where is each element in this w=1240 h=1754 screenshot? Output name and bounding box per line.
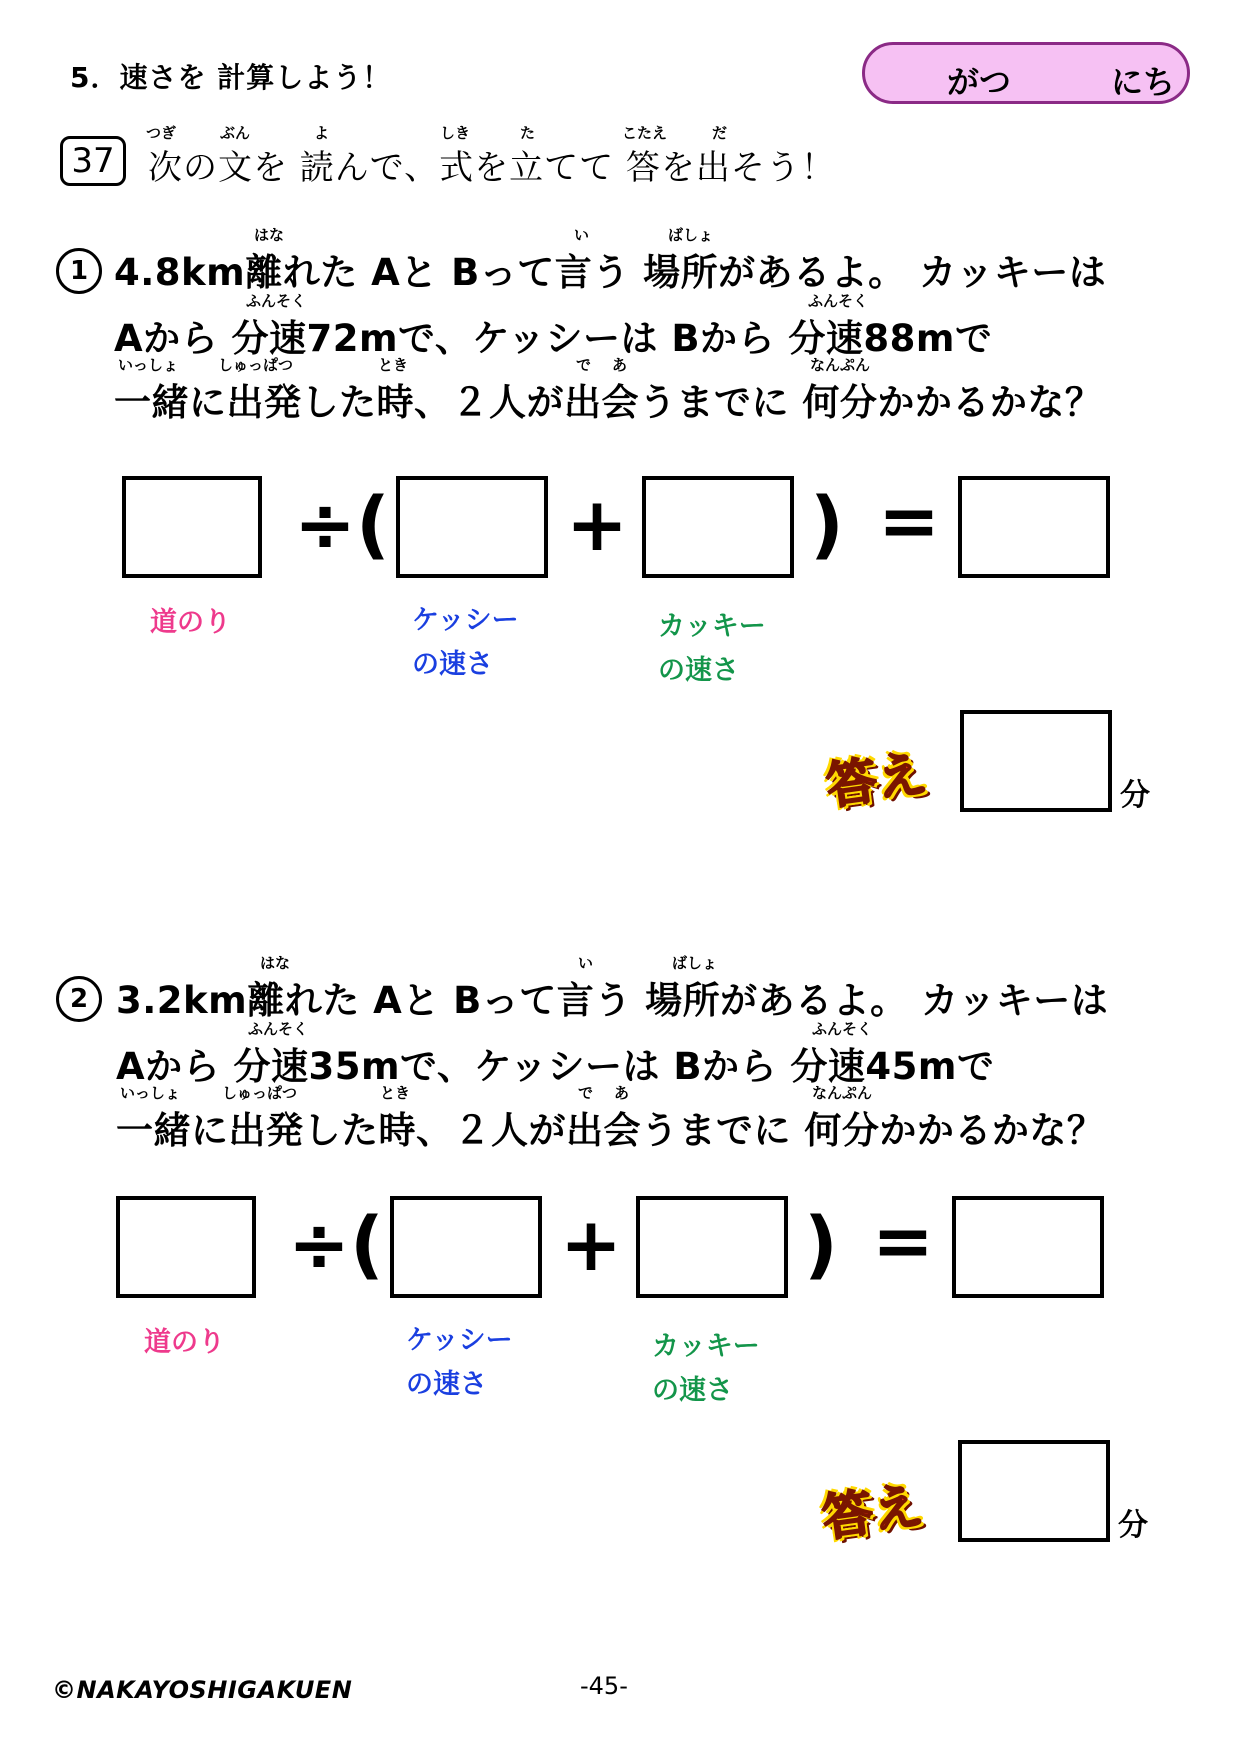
question-text-line: 4.8km離れた Aと Bって言う 場所があるよ。 カッキーは — [114, 251, 1107, 294]
date-box — [862, 42, 1190, 104]
furigana: こたえ — [622, 124, 668, 142]
plus-sign: + — [560, 1202, 623, 1288]
furigana: なんぷん — [812, 1084, 873, 1102]
kakki-label: カッキー — [658, 611, 766, 642]
equals-sign: = — [872, 1198, 935, 1284]
plus-sign: + — [566, 482, 629, 568]
distance-input-box[interactable] — [116, 1196, 256, 1298]
furigana: で — [576, 356, 592, 374]
answer-unit: 分 — [1120, 778, 1150, 813]
answer-unit: 分 — [1118, 1508, 1148, 1543]
kesshi-speed-input-box[interactable] — [390, 1196, 542, 1298]
furigana: はな — [260, 954, 291, 972]
furigana: ふんそく — [808, 292, 869, 310]
furigana: しき — [440, 124, 471, 142]
section-title: 5．速さを 計算しよう！ — [70, 61, 392, 94]
distance-label: 道のり — [144, 1327, 225, 1358]
furigana: ふんそく — [246, 292, 307, 310]
kakki-label: の速さ — [652, 1375, 733, 1406]
problem-number: 37 — [60, 136, 126, 186]
furigana: とき — [380, 1084, 411, 1102]
furigana: いっしょ — [120, 1084, 181, 1102]
kesshi-label: ケッシー — [406, 1325, 513, 1356]
kesshi-label: ケッシー — [412, 605, 519, 636]
result-input-box[interactable] — [952, 1196, 1104, 1298]
furigana: しゅっぱつ — [222, 1084, 298, 1102]
furigana: なんぷん — [810, 356, 871, 374]
question-text-line: 一緒に出発した時、２人が出会うまでに 何分かかるかな？ — [116, 1109, 1105, 1152]
furigana: あ — [612, 356, 628, 374]
kakki-speed-input-box[interactable] — [642, 476, 794, 578]
furigana: ふんそく — [248, 1020, 309, 1038]
furigana: はな — [254, 226, 285, 244]
kesshi-label: の速さ — [406, 1369, 487, 1400]
kesshi-speed-input-box[interactable] — [396, 476, 548, 578]
furigana: いっしょ — [118, 356, 179, 374]
close-paren: ) — [804, 1202, 838, 1288]
furigana: ぶん — [220, 124, 251, 142]
question-text-line: 一緒に出発した時、２人が出会うまでに 何分かかるかな？ — [114, 381, 1103, 424]
furigana: だ — [712, 124, 728, 142]
problem-instruction: 次の文を 読んで、式を立てて 答を出そう！ — [148, 148, 836, 188]
divide-open-paren: ÷( — [288, 1202, 384, 1288]
furigana: い — [578, 954, 594, 972]
answer-input-box[interactable] — [958, 1440, 1110, 1542]
distance-label: 道のり — [150, 607, 231, 638]
furigana: い — [574, 226, 590, 244]
question-text-line: Aから 分速35mで、ケッシーは Bから 分速45mで — [116, 1045, 995, 1088]
kakki-label: カッキー — [652, 1331, 760, 1362]
page-number: -45- — [580, 1672, 628, 1700]
copyright: ©NAKAYOSHIGAKUEN — [52, 1676, 353, 1704]
furigana: ばしょ — [668, 226, 714, 244]
furigana: よ — [314, 124, 330, 142]
furigana: つぎ — [146, 124, 177, 142]
question-text-line: 3.2km離れた Aと Bって言う 場所があるよ。 カッキーは — [116, 979, 1109, 1022]
question-number: 1 — [56, 248, 102, 294]
question-number: 2 — [56, 976, 102, 1022]
close-paren: ) — [810, 482, 844, 568]
answer-input-box[interactable] — [960, 710, 1112, 812]
divide-open-paren: ÷( — [294, 482, 390, 568]
kesshi-label: の速さ — [412, 649, 493, 680]
question-text-line: Aから 分速72mで、ケッシーは Bから 分速88mで — [114, 317, 993, 360]
kakki-label: の速さ — [658, 655, 739, 686]
furigana: た — [520, 124, 536, 142]
furigana: ばしょ — [672, 954, 718, 972]
result-input-box[interactable] — [958, 476, 1110, 578]
kakki-speed-input-box[interactable] — [636, 1196, 788, 1298]
distance-input-box[interactable] — [122, 476, 262, 578]
date-month-label: がつ — [947, 63, 1012, 101]
date-day-label: にち — [1111, 63, 1176, 101]
furigana: で — [578, 1084, 594, 1102]
furigana: しゅっぱつ — [218, 356, 294, 374]
furigana: とき — [378, 356, 409, 374]
answer-badge: 答え — [819, 1476, 927, 1548]
furigana: ふんそく — [812, 1020, 873, 1038]
equals-sign: = — [878, 478, 941, 564]
answer-badge: 答え — [823, 744, 931, 816]
furigana: あ — [614, 1084, 630, 1102]
